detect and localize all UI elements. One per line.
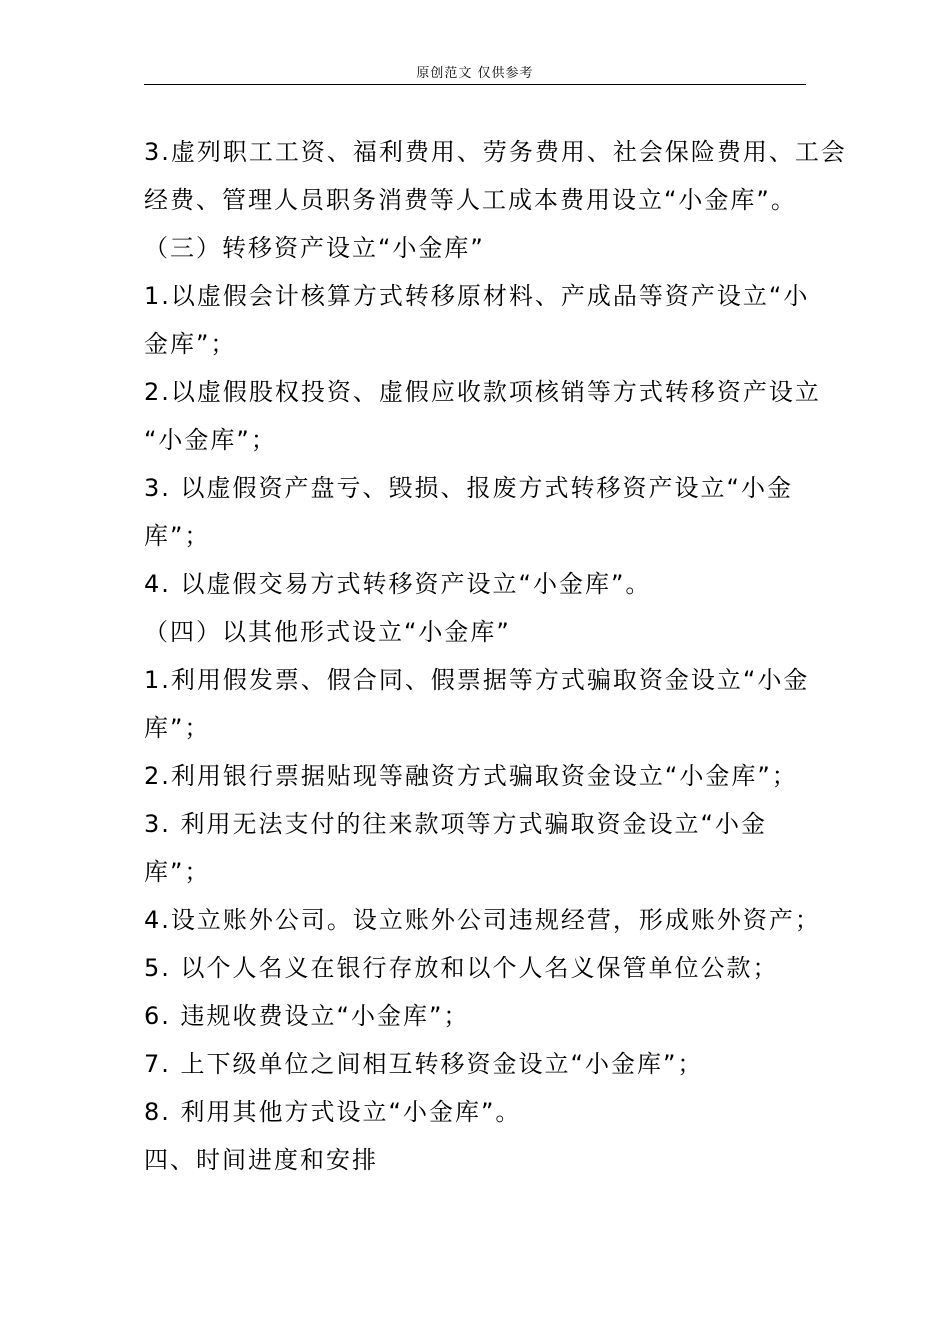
body-line: 5. 以个人名义在银行存放和以个人名义保管单位公款； — [144, 954, 779, 982]
page-header: 原创范文 仅供参考 — [144, 64, 806, 85]
body-line: “小金库”； — [144, 426, 277, 454]
body-line: 2.利用银行票据贴现等融资方式骗取资金设立“小金库”； — [144, 762, 798, 790]
body-line: 经费、管理人员职务消费等人工成本费用设立“小金库”。 — [144, 186, 797, 214]
body-line: 4. 以虚假交易方式转移资产设立“小金库”。 — [144, 570, 652, 598]
document-body — [144, 128, 847, 1184]
body-line: 1.利用假发票、假合同、假票据等方式骗取资金设立“小金 — [144, 666, 810, 694]
body-line: 4.设立账外公司。设立账外公司违规经营，形成账外资产； — [144, 906, 821, 934]
body-line: 3. 利用无法支付的往来款项等方式骗取资金设立“小金 — [144, 810, 767, 838]
body-line: 1.以虚假会计核算方式转移原材料、产成品等资产设立“小 — [144, 282, 810, 310]
body-line: 金库”； — [144, 330, 237, 358]
body-line: 3. 以虚假资产盘亏、毁损、报废方式转移资产设立“小金 — [144, 474, 793, 502]
body-line: 6. 违规收费设立“小金库”； — [144, 1002, 470, 1030]
section-heading: （四）以其他形式设立“小金库” — [144, 618, 511, 646]
section-heading: （三）转移资产设立“小金库” — [144, 234, 485, 262]
chapter-heading: 四、时间进度和安排 — [144, 1146, 378, 1174]
body-line: 库”； — [144, 714, 211, 742]
body-line: 库”； — [144, 858, 211, 886]
body-line: 3.虚列职工工资、福利费用、劳务费用、社会保险费用、工会 — [144, 138, 847, 166]
body-line: 8. 利用其他方式设立“小金库”。 — [144, 1098, 522, 1126]
body-line: 2.以虚假股权投资、虚假应收款项核销等方式转移资产设立 — [144, 378, 821, 406]
body-line: 7. 上下级单位之间相互转移资金设立“小金库”； — [144, 1050, 704, 1078]
body-line: 库”； — [144, 522, 211, 550]
